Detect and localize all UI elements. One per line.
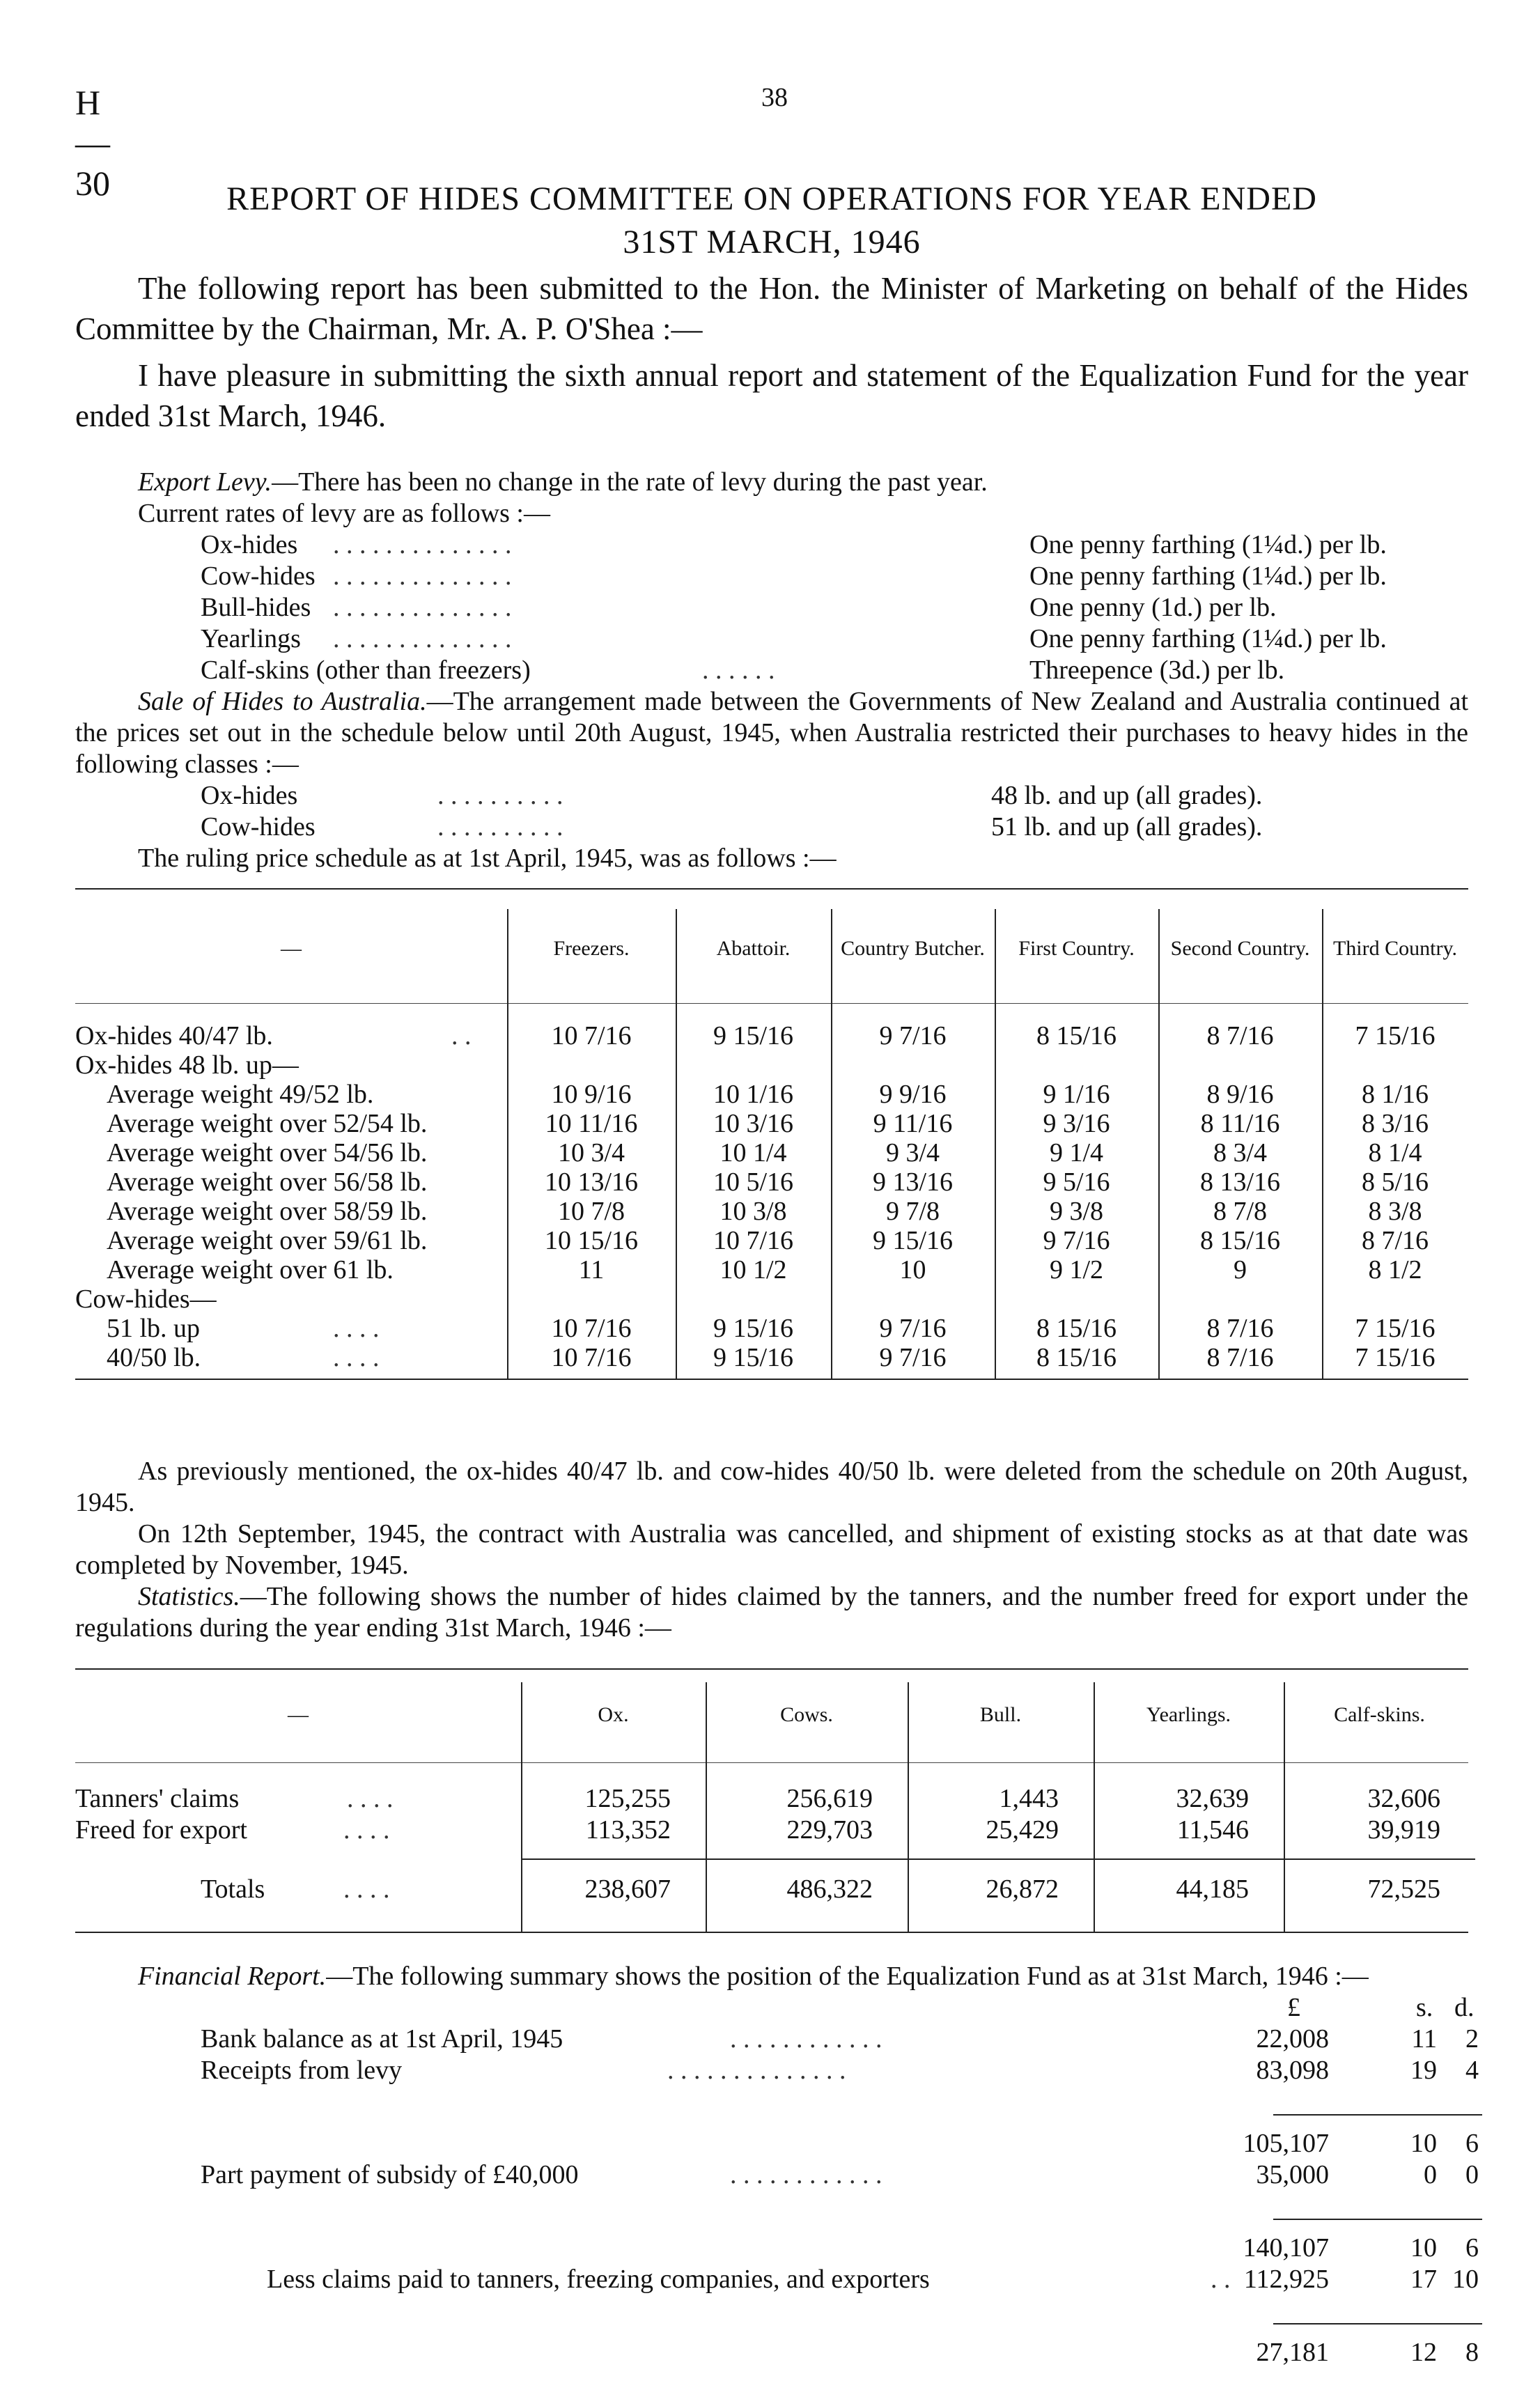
financial-line-label: Receipts from levy bbox=[201, 2056, 403, 2085]
sale-class-item: Cow-hides bbox=[201, 812, 316, 841]
export-levy-text: —There has been no change in the rate of levy during the past year. bbox=[272, 467, 988, 497]
amount-shillings: 17 bbox=[1410, 2265, 1437, 2294]
stats-value: 39,919 bbox=[1367, 1815, 1440, 1845]
leader-dots: . . . . . . . . . . bbox=[437, 781, 563, 810]
intro-paragraph-1: The following report has been submitted to the Hon. the Minister of Marketing on behalf of the Hides Committee by the Chairman, Mr. A. P. O'Shea :— bbox=[75, 271, 1468, 346]
leader-dots: . . . . bbox=[333, 1343, 380, 1372]
column-header: Freezers. bbox=[553, 937, 630, 960]
price-value: 10 7/8 bbox=[557, 1197, 625, 1226]
leader-dots: . . . . . . . . . . bbox=[437, 812, 563, 841]
totals-value: 486,322 bbox=[786, 1875, 873, 1904]
sale-class-weight: 51 lb. and up (all grades). bbox=[991, 812, 1263, 841]
table-header-rule bbox=[75, 1762, 1468, 1763]
price-value: 10 7/16 bbox=[551, 1343, 632, 1372]
amount-pence: 2 bbox=[1465, 2024, 1479, 2054]
leader-dots: . . . . . . bbox=[702, 655, 775, 685]
currency-pence: d. bbox=[1454, 1993, 1475, 2022]
levy-item: Yearlings bbox=[201, 624, 301, 653]
totals-value: 72,525 bbox=[1367, 1875, 1440, 1904]
table-row-label: Average weight over 58/59 lb. bbox=[107, 1197, 428, 1226]
leader-dots: . . . . . . . . . . . . . . bbox=[333, 593, 512, 622]
leader-dots: . . . . bbox=[347, 1784, 394, 1813]
amount-shillings: 10 bbox=[1410, 2129, 1437, 2158]
price-value: 10 3/4 bbox=[557, 1138, 625, 1167]
statistics-heading: Statistics. bbox=[138, 1582, 240, 1611]
amount-pounds: 27,181 bbox=[1256, 2338, 1329, 2367]
price-value: 8 7/16 bbox=[1361, 1226, 1429, 1255]
totals-label: Totals bbox=[201, 1875, 265, 1904]
stats-value: 113,352 bbox=[585, 1815, 671, 1845]
after-table-paragraph-2: On 12th September, 1945, the contract with Australia was cancelled, and shipment of existing stocks as at that date was completed by November, 1945. bbox=[75, 1519, 1468, 1580]
column-header: Second Country. bbox=[1170, 937, 1310, 960]
price-value: 9 7/16 bbox=[1043, 1226, 1110, 1255]
price-value: 10 11/16 bbox=[545, 1109, 638, 1138]
price-value: 8 7/16 bbox=[1206, 1021, 1274, 1050]
title-line-2: 31ST MARCH, 1946 bbox=[623, 224, 921, 261]
table-row-label: Average weight over 61 lb. bbox=[107, 1255, 394, 1285]
price-value: 8 1/2 bbox=[1368, 1255, 1422, 1285]
table-bottom-rule bbox=[75, 1379, 1468, 1380]
price-value: 10 7/16 bbox=[713, 1226, 794, 1255]
stub-header: — bbox=[288, 1703, 309, 1726]
table-bottom-rule bbox=[75, 1932, 1468, 1933]
statistics-paragraph bbox=[75, 1581, 1468, 1644]
export-levy-paragraph bbox=[75, 467, 1468, 498]
amount-shillings: 10 bbox=[1410, 2233, 1437, 2263]
price-value: 9 3/16 bbox=[1043, 1109, 1110, 1138]
amount-shillings: 11 bbox=[1411, 2024, 1437, 2054]
price-value: 10 13/16 bbox=[544, 1167, 639, 1197]
amount-pounds: 140,107 bbox=[1243, 2233, 1329, 2263]
price-value: 10 3/8 bbox=[720, 1197, 787, 1226]
levy-item: Cow-hides bbox=[201, 561, 316, 591]
totals-value: 44,185 bbox=[1176, 1875, 1249, 1904]
intro-paragraph-2: I have pleasure in submitting the sixth annual report and statement of the Equalization Fund for the year ended 31st March, 1946. bbox=[75, 358, 1468, 433]
column-header: Bull. bbox=[979, 1703, 1022, 1726]
stats-value: 256,619 bbox=[786, 1784, 873, 1813]
amount-pounds: 83,098 bbox=[1256, 2056, 1329, 2085]
column-header: First Country. bbox=[1018, 937, 1135, 960]
sale-paragraph bbox=[75, 686, 1468, 780]
price-value: 7 15/16 bbox=[1355, 1314, 1436, 1343]
stats-value: 229,703 bbox=[786, 1815, 873, 1845]
price-value: 10 1/16 bbox=[713, 1080, 794, 1109]
price-value: 8 15/16 bbox=[1199, 1226, 1281, 1255]
column-header: Abattoir. bbox=[716, 937, 791, 960]
price-value: 8 9/16 bbox=[1206, 1080, 1274, 1109]
table-row-label: 40/50 lb. bbox=[107, 1343, 201, 1372]
column-header: Ox. bbox=[598, 1703, 629, 1726]
levy-rate: One penny farthing (1¼d.) per lb. bbox=[1029, 530, 1387, 559]
price-value: 7 15/16 bbox=[1355, 1021, 1436, 1050]
price-value: 9 13/16 bbox=[872, 1167, 954, 1197]
table-row-label: Average weight over 56/58 lb. bbox=[107, 1167, 428, 1197]
amount-pence: 10 bbox=[1452, 2265, 1479, 2294]
amount-pounds: 35,000 bbox=[1256, 2160, 1329, 2189]
stats-row-label: Freed for export bbox=[75, 1815, 247, 1845]
export-levy-heading: Export Levy. bbox=[138, 467, 272, 497]
after-table-paragraph-1: As previously mentioned, the ox-hides 40/47 lb. and cow-hides 40/50 lb. were deleted from the schedule on 20th August, 1945. bbox=[75, 1457, 1468, 1517]
amount-pence: 6 bbox=[1465, 2129, 1479, 2158]
financial-paragraph bbox=[75, 1961, 1468, 1992]
amount-pence: 0 bbox=[1465, 2160, 1479, 2189]
price-value: 10 1/2 bbox=[720, 1255, 787, 1285]
amount-pounds: 112,925 bbox=[1243, 2265, 1329, 2294]
price-value: 9 1/16 bbox=[1043, 1080, 1110, 1109]
leader-dots: . . . . bbox=[343, 1815, 390, 1845]
price-value: 9 15/16 bbox=[713, 1021, 794, 1050]
table-row-label: Average weight over 59/61 lb. bbox=[107, 1226, 428, 1255]
leader-dots: . . . . bbox=[333, 1314, 380, 1343]
stub-header: — bbox=[281, 937, 302, 960]
amount-shillings: 0 bbox=[1424, 2160, 1437, 2189]
table-row-label: Ox-hides 48 lb. up— bbox=[75, 1050, 299, 1080]
currency-shilling: s. bbox=[1416, 1993, 1433, 2022]
stats-row-label: Tanners' claims bbox=[75, 1784, 240, 1813]
price-value: 8 13/16 bbox=[1199, 1167, 1281, 1197]
table-row-label: Average weight 49/52 lb. bbox=[107, 1080, 374, 1109]
levy-rate: One penny farthing (1¼d.) per lb. bbox=[1029, 561, 1387, 591]
price-value: 8 5/16 bbox=[1361, 1167, 1429, 1197]
table-row-label: 51 lb. up bbox=[107, 1314, 201, 1343]
price-value: 9 1/2 bbox=[1049, 1255, 1104, 1285]
leader-dots: . . . . bbox=[343, 1875, 390, 1904]
price-value: 9 7/16 bbox=[879, 1343, 947, 1372]
levy-item: Bull-hides bbox=[201, 593, 311, 622]
leader-dots: . . bbox=[451, 1021, 472, 1050]
amount-pounds: 22,008 bbox=[1256, 2024, 1329, 2054]
sale-heading: Sale of Hides to Australia. bbox=[138, 687, 427, 716]
price-value: 8 15/16 bbox=[1036, 1021, 1117, 1050]
stats-value: 1,443 bbox=[999, 1784, 1059, 1813]
table-row-label: Ox-hides 40/47 lb. bbox=[75, 1021, 273, 1050]
financial-line-label: Bank balance as at 1st April, 1945 bbox=[201, 2024, 563, 2054]
price-value: 11 bbox=[578, 1255, 605, 1285]
price-value: 8 1/16 bbox=[1361, 1080, 1429, 1109]
financial-heading: Financial Report. bbox=[138, 1962, 327, 1991]
price-value: 9 7/8 bbox=[885, 1197, 940, 1226]
leader-dots: . . . . . . . . . . . . bbox=[730, 2024, 882, 2054]
price-value: 8 7/8 bbox=[1213, 1197, 1268, 1226]
leader-dots: . . . . . . . . . . . . bbox=[730, 2160, 882, 2189]
price-value: 10 5/16 bbox=[713, 1167, 794, 1197]
leader-dots: . . . . . . . . . . . . . . bbox=[333, 624, 512, 653]
financial-text: —The following summary shows the position of the Equalization Fund as at 31st March, 1946 :— bbox=[326, 1962, 1369, 1991]
table-top-rule bbox=[75, 888, 1468, 890]
totals-value: 26,872 bbox=[986, 1875, 1059, 1904]
price-value: 9 7/16 bbox=[879, 1314, 947, 1343]
price-value: 9 1/4 bbox=[1049, 1138, 1104, 1167]
stats-value: 11,546 bbox=[1176, 1815, 1249, 1845]
amount-pence: 4 bbox=[1465, 2056, 1479, 2085]
currency-pound: £ bbox=[1287, 1993, 1300, 2022]
subtotal-rule bbox=[1273, 2323, 1482, 2324]
price-value: 9 11/16 bbox=[873, 1109, 953, 1138]
price-value: 9 9/16 bbox=[879, 1080, 947, 1109]
price-value: 10 bbox=[899, 1255, 926, 1285]
amount-pence: 6 bbox=[1465, 2233, 1479, 2263]
price-value: 10 1/4 bbox=[720, 1138, 787, 1167]
rates-intro: Current rates of levy are as follows :— bbox=[138, 499, 550, 528]
levy-rate: One penny (1d.) per lb. bbox=[1029, 593, 1277, 622]
price-value: 9 15/16 bbox=[713, 1314, 794, 1343]
price-value: 8 3/8 bbox=[1368, 1197, 1422, 1226]
amount-shillings: 12 bbox=[1410, 2338, 1437, 2367]
levy-item: Ox-hides bbox=[201, 530, 298, 559]
subtotal-rule bbox=[1273, 2219, 1482, 2220]
price-value: 10 7/16 bbox=[551, 1021, 632, 1050]
report-title bbox=[75, 178, 1468, 264]
totals-rule bbox=[521, 1858, 1475, 1860]
price-value: 8 3/4 bbox=[1213, 1138, 1268, 1167]
subtotal-rule bbox=[1273, 2114, 1482, 2116]
table-top-rule bbox=[75, 1668, 1468, 1670]
price-value: 8 1/4 bbox=[1368, 1138, 1422, 1167]
column-header: Yearlings. bbox=[1146, 1703, 1231, 1726]
financial-line-label: Less claims paid to tanners, freezing companies, and exporters bbox=[267, 2265, 930, 2294]
amount-pence: 8 bbox=[1465, 2338, 1479, 2367]
totals-value: 238,607 bbox=[584, 1875, 671, 1904]
price-value: 7 15/16 bbox=[1355, 1343, 1436, 1372]
title-line-1: REPORT OF HIDES COMMITTEE ON OPERATIONS FOR YEAR ENDED bbox=[226, 180, 1317, 217]
price-value: 8 3/16 bbox=[1361, 1109, 1429, 1138]
price-value: 9 5/16 bbox=[1043, 1167, 1110, 1197]
price-value: 8 7/16 bbox=[1206, 1343, 1274, 1372]
column-header: Third Country. bbox=[1332, 937, 1458, 960]
price-value: 10 3/16 bbox=[713, 1109, 794, 1138]
price-value: 9 15/16 bbox=[713, 1343, 794, 1372]
price-value: 9 3/8 bbox=[1049, 1197, 1104, 1226]
price-value: 10 7/16 bbox=[551, 1314, 632, 1343]
stats-value: 32,606 bbox=[1367, 1784, 1440, 1813]
price-value: 9 3/4 bbox=[885, 1138, 940, 1167]
amount-shillings: 19 bbox=[1410, 2056, 1437, 2085]
levy-rate: One penny farthing (1¼d.) per lb. bbox=[1029, 624, 1387, 653]
table-row-label: Average weight over 52/54 lb. bbox=[107, 1109, 428, 1138]
page-number: 38 bbox=[761, 83, 788, 112]
schedule-intro: The ruling price schedule as at 1st April, 1945, was as follows :— bbox=[138, 844, 837, 873]
stats-value: 25,429 bbox=[986, 1815, 1059, 1845]
price-value: 8 11/16 bbox=[1200, 1109, 1280, 1138]
leader-dots: . . . . . . . . . . . . . . bbox=[333, 530, 512, 559]
column-header: Cows. bbox=[780, 1703, 833, 1726]
sale-text: —The arrangement made between the Governments of New Zealand and Australia continued at the prices set out in the schedule below until 20th August, 1945, when Australia restricted their purchases to heavy hides in the following classes :— bbox=[75, 687, 1468, 779]
price-value: 10 15/16 bbox=[544, 1226, 639, 1255]
sale-class-item: Ox-hides bbox=[201, 781, 298, 810]
statistics-text: —The following shows the number of hides claimed by the tanners, and the number freed for export under the regulations during the year ending 31st March, 1946 :— bbox=[75, 1582, 1468, 1643]
price-value: 9 bbox=[1234, 1255, 1247, 1285]
financial-line-label: Part payment of subsidy of £40,000 bbox=[201, 2160, 579, 2189]
price-value: 10 9/16 bbox=[551, 1080, 632, 1109]
table-row-label: Average weight over 54/56 lb. bbox=[107, 1138, 428, 1167]
stats-value: 125,255 bbox=[584, 1784, 671, 1813]
document-code: H—30 bbox=[75, 83, 110, 203]
price-value: 8 15/16 bbox=[1036, 1343, 1117, 1372]
levy-rate: Threepence (3d.) per lb. bbox=[1029, 655, 1285, 685]
leader-dots: . . . . . . . . . . . . . . bbox=[333, 561, 512, 591]
leader-dots: . . . . . . . . . . . . . . bbox=[667, 2056, 846, 2085]
levy-item: Calf-skins (other than freezers) bbox=[201, 655, 531, 685]
amount-pounds: 105,107 bbox=[1243, 2129, 1329, 2158]
price-value: 9 7/16 bbox=[879, 1021, 947, 1050]
column-header: Country Butcher. bbox=[841, 937, 985, 960]
price-value: 8 15/16 bbox=[1036, 1314, 1117, 1343]
table-header-rule bbox=[75, 1003, 1468, 1004]
table-row-label: Cow-hides— bbox=[75, 1285, 217, 1314]
stats-value: 32,639 bbox=[1176, 1784, 1249, 1813]
price-value: 8 7/16 bbox=[1206, 1314, 1274, 1343]
column-header: Calf-skins. bbox=[1334, 1703, 1425, 1726]
sale-class-weight: 48 lb. and up (all grades). bbox=[991, 781, 1263, 810]
price-value: 9 15/16 bbox=[872, 1226, 954, 1255]
leader-dots: . . bbox=[1211, 2265, 1231, 2294]
